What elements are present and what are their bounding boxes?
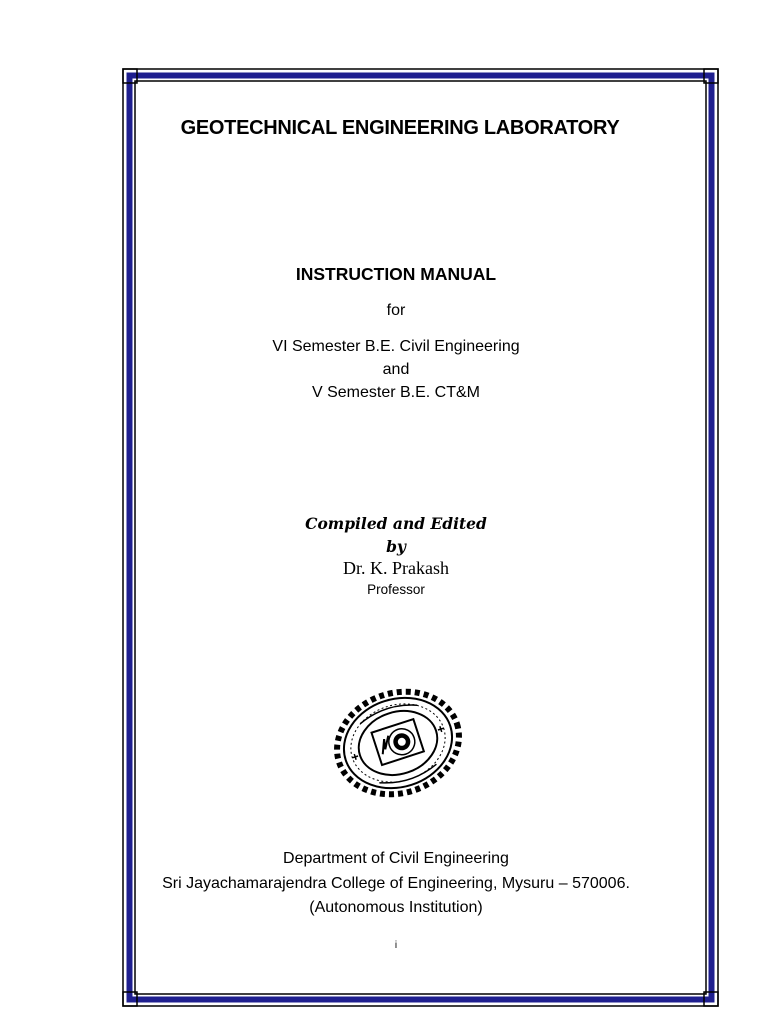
document-title: GEOTECHNICAL ENGINEERING LABORATORY xyxy=(180,117,620,139)
course-line-2: V Semester B.E. CT&M xyxy=(311,384,481,401)
college-name: Sri Jayachamarajendra College of Engineering, Mysuru – 570006. xyxy=(162,875,630,892)
course-line-1: VI Semester B.E. Civil Engineering xyxy=(272,338,520,355)
compiled-line: Compiled and Edited xyxy=(305,514,487,533)
and-text: and xyxy=(382,361,410,378)
college-seal-emblem-icon xyxy=(328,683,468,803)
institution-type: (Autonomous Institution) xyxy=(309,899,483,916)
author-name: Dr. K. Prakash xyxy=(343,558,449,578)
by-line: by xyxy=(386,537,406,556)
page-number: i xyxy=(394,940,398,951)
for-text: for xyxy=(386,302,406,319)
manual-heading: INSTRUCTION MANUAL xyxy=(295,264,497,284)
author-role: Professor xyxy=(367,582,425,597)
department-name: Department of Civil Engineering xyxy=(283,850,509,867)
